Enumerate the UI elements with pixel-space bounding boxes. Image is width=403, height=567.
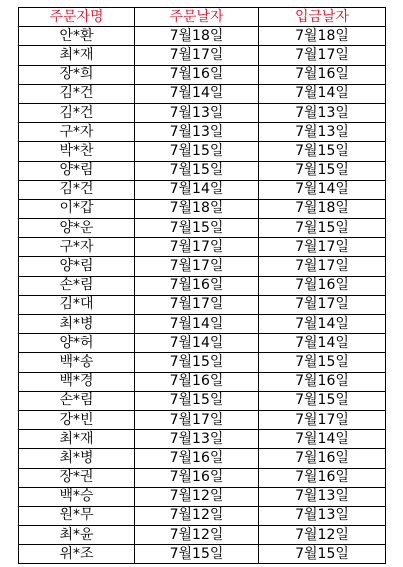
cell-orderer-name[interactable]: 강*빈 [19,410,135,429]
table-row [19,161,386,180]
table-row [19,430,386,449]
cell-orderer-name[interactable]: 장*희 [19,65,135,84]
table-row [19,103,386,122]
cell-order-date[interactable]: 7월17일 [135,46,259,65]
cell-order-date[interactable]: 7월16일 [135,449,259,468]
cell-order-date[interactable]: 7월13일 [135,430,259,449]
cell-orderer-name[interactable]: 손*림 [19,391,135,410]
cell-deposit-date[interactable]: 7월15일 [259,353,386,372]
cell-order-date[interactable]: 7월17일 [135,238,259,257]
cell-orderer-name[interactable]: 최*윤 [19,526,135,545]
cell-deposit-date[interactable]: 7월17일 [259,46,386,65]
cell-orderer-name[interactable]: 이*갑 [19,199,135,218]
cell-order-date[interactable]: 7월16일 [135,276,259,295]
cell-orderer-name[interactable]: 김*건 [19,180,135,199]
cell-orderer-name[interactable]: 백*승 [19,487,135,506]
cell-deposit-date[interactable]: 7월16일 [259,372,386,391]
table-row [19,334,386,353]
cell-order-date[interactable]: 7월18일 [135,199,259,218]
cell-orderer-name[interactable]: 양*림 [19,161,135,180]
cell-orderer-name[interactable]: 최*재 [19,46,135,65]
cell-orderer-name[interactable]: 구*자 [19,238,135,257]
cell-order-date[interactable]: 7월14일 [135,315,259,334]
cell-orderer-name[interactable]: 양*운 [19,219,135,238]
cell-orderer-name[interactable]: 장*권 [19,468,135,487]
cell-order-date[interactable]: 7월16일 [135,468,259,487]
cell-deposit-date[interactable]: 7월13일 [259,487,386,506]
cell-deposit-date[interactable]: 7월17일 [259,295,386,314]
cell-order-date[interactable]: 7월16일 [135,65,259,84]
table-row [19,257,386,276]
cell-order-date[interactable]: 7월17일 [135,410,259,429]
header-row [19,8,386,27]
cell-orderer-name[interactable]: 김*대 [19,295,135,314]
table-row [19,65,386,84]
table-row [19,353,386,372]
table-row [19,506,386,525]
cell-deposit-date[interactable]: 7월14일 [259,334,386,353]
table-row [19,123,386,142]
cell-orderer-name[interactable]: 최*병 [19,449,135,468]
table-row [19,468,386,487]
table-row [19,410,386,429]
cell-deposit-date[interactable]: 7월14일 [259,180,386,199]
table-row [19,449,386,468]
table-row [19,276,386,295]
table-row [19,219,386,238]
cell-order-date[interactable]: 7월17일 [135,295,259,314]
cell-deposit-date[interactable]: 7월16일 [259,449,386,468]
cell-order-date[interactable]: 7월12일 [135,506,259,525]
cell-orderer-name[interactable]: 최*재 [19,430,135,449]
cell-deposit-date[interactable]: 7월12일 [259,526,386,545]
cell-order-date[interactable]: 7월16일 [135,372,259,391]
cell-deposit-date[interactable]: 7월18일 [259,27,386,46]
cell-order-date[interactable]: 7월12일 [135,487,259,506]
cell-order-date[interactable]: 7월15일 [135,545,259,564]
cell-deposit-date[interactable]: 7월16일 [259,65,386,84]
cell-deposit-date[interactable]: 7월15일 [259,391,386,410]
table-row [19,84,386,103]
cell-orderer-name[interactable]: 김*건 [19,103,135,122]
table-row [19,199,386,218]
cell-order-date[interactable]: 7월12일 [135,526,259,545]
cell-deposit-date[interactable]: 7월14일 [259,430,386,449]
table-row [19,27,386,46]
cell-deposit-date[interactable]: 7월13일 [259,123,386,142]
cell-orderer-name[interactable]: 양*림 [19,257,135,276]
header-orderer-name[interactable]: 주문자명 [19,8,135,27]
cell-order-date[interactable]: 7월15일 [135,391,259,410]
cell-order-date[interactable]: 7월13일 [135,103,259,122]
cell-deposit-date[interactable]: 7월17일 [259,410,386,429]
cell-orderer-name[interactable]: 손*림 [19,276,135,295]
table-row [19,315,386,334]
header-deposit-date[interactable]: 입금날자 [259,8,386,27]
cell-orderer-name[interactable]: 원*무 [19,506,135,525]
table-row [19,46,386,65]
table-row [19,180,386,199]
table-row [19,238,386,257]
cell-deposit-date[interactable]: 7월15일 [259,545,386,564]
cell-order-date[interactable]: 7월14일 [135,334,259,353]
table-row [19,142,386,161]
cell-orderer-name[interactable]: 박*찬 [19,142,135,161]
cell-orderer-name[interactable]: 양*허 [19,334,135,353]
cell-order-date[interactable]: 7월15일 [135,219,259,238]
cell-orderer-name[interactable]: 백*경 [19,372,135,391]
cell-deposit-date[interactable]: 7월15일 [259,142,386,161]
table-row [19,545,386,564]
table-body [19,27,386,564]
cell-deposit-date[interactable]: 7월17일 [259,238,386,257]
cell-deposit-date[interactable]: 7월15일 [259,219,386,238]
cell-orderer-name[interactable]: 최*병 [19,315,135,334]
cell-deposit-date[interactable]: 7월16일 [259,468,386,487]
cell-order-date[interactable]: 7월18일 [135,27,259,46]
cell-deposit-date[interactable]: 7월16일 [259,276,386,295]
cell-order-date[interactable]: 7월14일 [135,180,259,199]
cell-deposit-date[interactable]: 7월14일 [259,315,386,334]
cell-order-date[interactable]: 7월15일 [135,353,259,372]
header-order-date[interactable]: 주문날자 [135,8,259,27]
cell-order-date[interactable]: 7월15일 [135,161,259,180]
cell-deposit-date[interactable]: 7월14일 [259,84,386,103]
cell-orderer-name[interactable]: 위*조 [19,545,135,564]
cell-orderer-name[interactable]: 백*송 [19,353,135,372]
table-row [19,295,386,314]
cell-order-date[interactable]: 7월17일 [135,257,259,276]
cell-order-date[interactable]: 7월14일 [135,84,259,103]
table-row [19,391,386,410]
cell-orderer-name[interactable]: 김*건 [19,84,135,103]
table-row [19,372,386,391]
cell-order-date[interactable]: 7월13일 [135,123,259,142]
cell-deposit-date[interactable]: 7월17일 [259,257,386,276]
table-row [19,526,386,545]
cell-orderer-name[interactable]: 안*환 [19,27,135,46]
cell-deposit-date[interactable]: 7월18일 [259,199,386,218]
orders-table [18,7,386,564]
cell-deposit-date[interactable]: 7월13일 [259,103,386,122]
table-row [19,487,386,506]
cell-deposit-date[interactable]: 7월13일 [259,506,386,525]
cell-orderer-name[interactable]: 구*자 [19,123,135,142]
table-header [19,8,386,27]
cell-order-date[interactable]: 7월15일 [135,142,259,161]
cell-deposit-date[interactable]: 7월15일 [259,161,386,180]
